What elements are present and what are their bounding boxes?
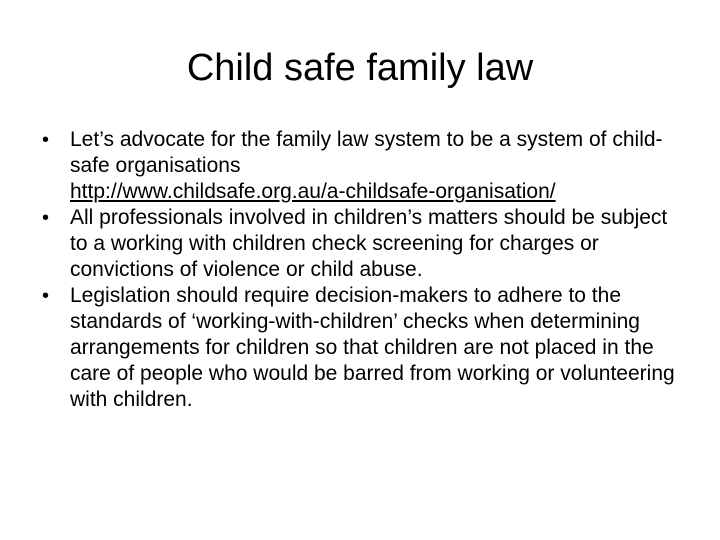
bullet-dot-icon: • — [42, 207, 50, 229]
childsafe-link[interactable]: http://www.childsafe.org.au/a-childsafe-organisation/ — [70, 180, 556, 203]
bullet-text: Legislation should require decision-makers to adhere to the standards of ‘working-with-children’ checks when determining arrangements for children so that children are not placed in the care of people who would be barred from working or volunteering with children. — [70, 284, 675, 411]
bullet-item-professionals — [42, 205, 682, 283]
bullet-dot-icon: • — [42, 129, 50, 151]
bullet-list — [42, 127, 682, 413]
bullet-dot-icon: • — [42, 285, 50, 307]
bullet-text: Let’s advocate for the family law system to be a system of child-safe organisations — [70, 128, 663, 177]
bullet-item-legislation — [42, 283, 682, 413]
slide-title: Child safe family law — [186, 47, 534, 89]
bullet-item-advocate — [42, 127, 682, 205]
bullet-text: All professionals involved in children’s matters should be subject to a working with children check screening for charges or convictions of violence or child abuse. — [70, 206, 668, 281]
